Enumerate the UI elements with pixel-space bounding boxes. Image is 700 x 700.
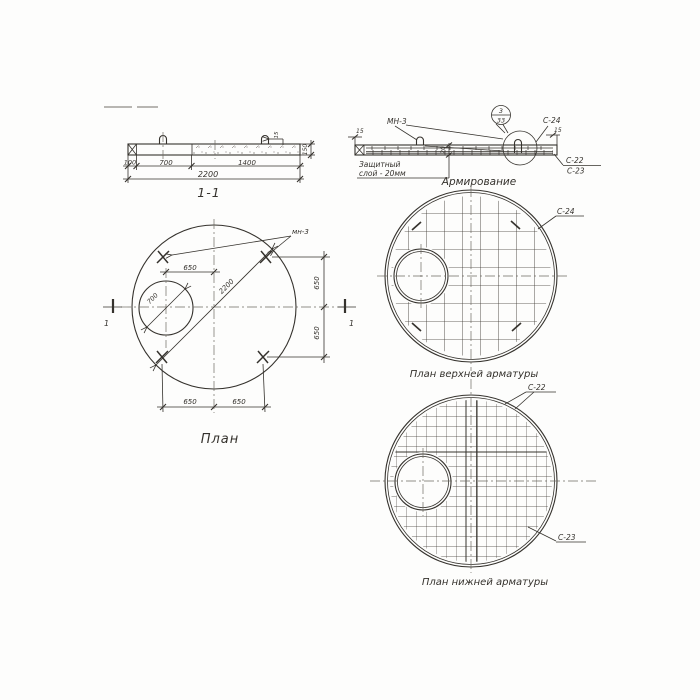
cut-mark-left-label: 1 xyxy=(104,319,110,328)
dim-100: 100 xyxy=(123,158,137,167)
mn3-label: МН-3 xyxy=(387,117,407,126)
hole-dim xyxy=(145,289,185,327)
plan-title: План xyxy=(200,432,240,447)
bottom-mesh-c23-label: С-23 xyxy=(558,533,576,542)
dim-15-right xyxy=(546,127,562,145)
cut-mark-right-label: 1 xyxy=(349,319,355,328)
section-1-1-view xyxy=(123,131,315,200)
dim-row-2 xyxy=(123,170,304,182)
protective-line2: слой - 20мм xyxy=(359,169,406,178)
plan-view xyxy=(103,219,356,447)
detail-number: 3 xyxy=(498,107,504,115)
plan-mn3-label: мн-3 xyxy=(292,228,309,236)
detail-bubble xyxy=(492,106,511,134)
top-mesh-c24-label: С-24 xyxy=(557,207,575,216)
section-title: 1-1 xyxy=(197,185,221,200)
top-mesh-title: План верхней арматуры xyxy=(409,369,539,380)
dim-650-right-lower-value: 650 xyxy=(313,326,321,340)
concrete-stipple xyxy=(192,145,299,154)
bottom-mesh-view xyxy=(370,379,598,588)
c22-c23-labels xyxy=(554,154,601,176)
dim-650-right-upper-value: 650 xyxy=(313,276,321,290)
c23-label: С-23 xyxy=(567,166,585,176)
dim-hole-value: 700 xyxy=(145,291,160,306)
plan-mn3 xyxy=(172,228,309,255)
dim-650-top-value: 650 xyxy=(183,264,197,272)
dim-1400: 1400 xyxy=(238,159,256,167)
height-dim xyxy=(300,140,315,159)
detail-sheet: 33 xyxy=(496,116,506,125)
c24-label: С-24 xyxy=(543,116,561,125)
top-650-dim xyxy=(160,264,220,275)
dim-15-right-value: 15 xyxy=(554,127,562,134)
loop-height-dim xyxy=(269,131,283,145)
reinf-lifting-loop xyxy=(417,137,424,145)
top-mesh-view xyxy=(377,187,584,380)
dim-650-bottom-left-value: 650 xyxy=(183,398,197,406)
loop-dim-value: 15 xyxy=(274,131,280,139)
top-mesh-c24 xyxy=(538,207,584,229)
dim-diameter-value: 2200 xyxy=(217,277,236,296)
bottom-mesh-lines xyxy=(366,150,553,155)
reinforcement-title: Армирование xyxy=(441,176,517,188)
bottom-mesh-title: План нижней арматуры xyxy=(421,577,549,588)
dim-15-left-value: 15 xyxy=(356,128,364,135)
dim-2200: 2200 xyxy=(197,170,219,179)
section-cut-right xyxy=(338,299,356,328)
dim-height: 150 xyxy=(302,143,309,156)
dim-700: 700 xyxy=(159,159,173,167)
slab-end-block xyxy=(128,144,137,155)
cover-dim-value: 20 xyxy=(440,146,447,154)
protective-line1: Защитный xyxy=(359,160,401,169)
dim-650-bottom-right-value: 650 xyxy=(232,398,246,406)
dim-15-left xyxy=(348,128,364,145)
lifting-loop-right xyxy=(262,136,269,145)
section-cut-left xyxy=(103,299,122,328)
dim-row-1 xyxy=(123,159,304,170)
reinforcement-view xyxy=(348,106,601,189)
bottom-mesh-c23 xyxy=(528,527,586,542)
c22-label: С-22 xyxy=(566,156,584,165)
bottom-mesh-c22 xyxy=(505,383,556,409)
bottom-mesh-c22-label: С-22 xyxy=(528,383,546,392)
